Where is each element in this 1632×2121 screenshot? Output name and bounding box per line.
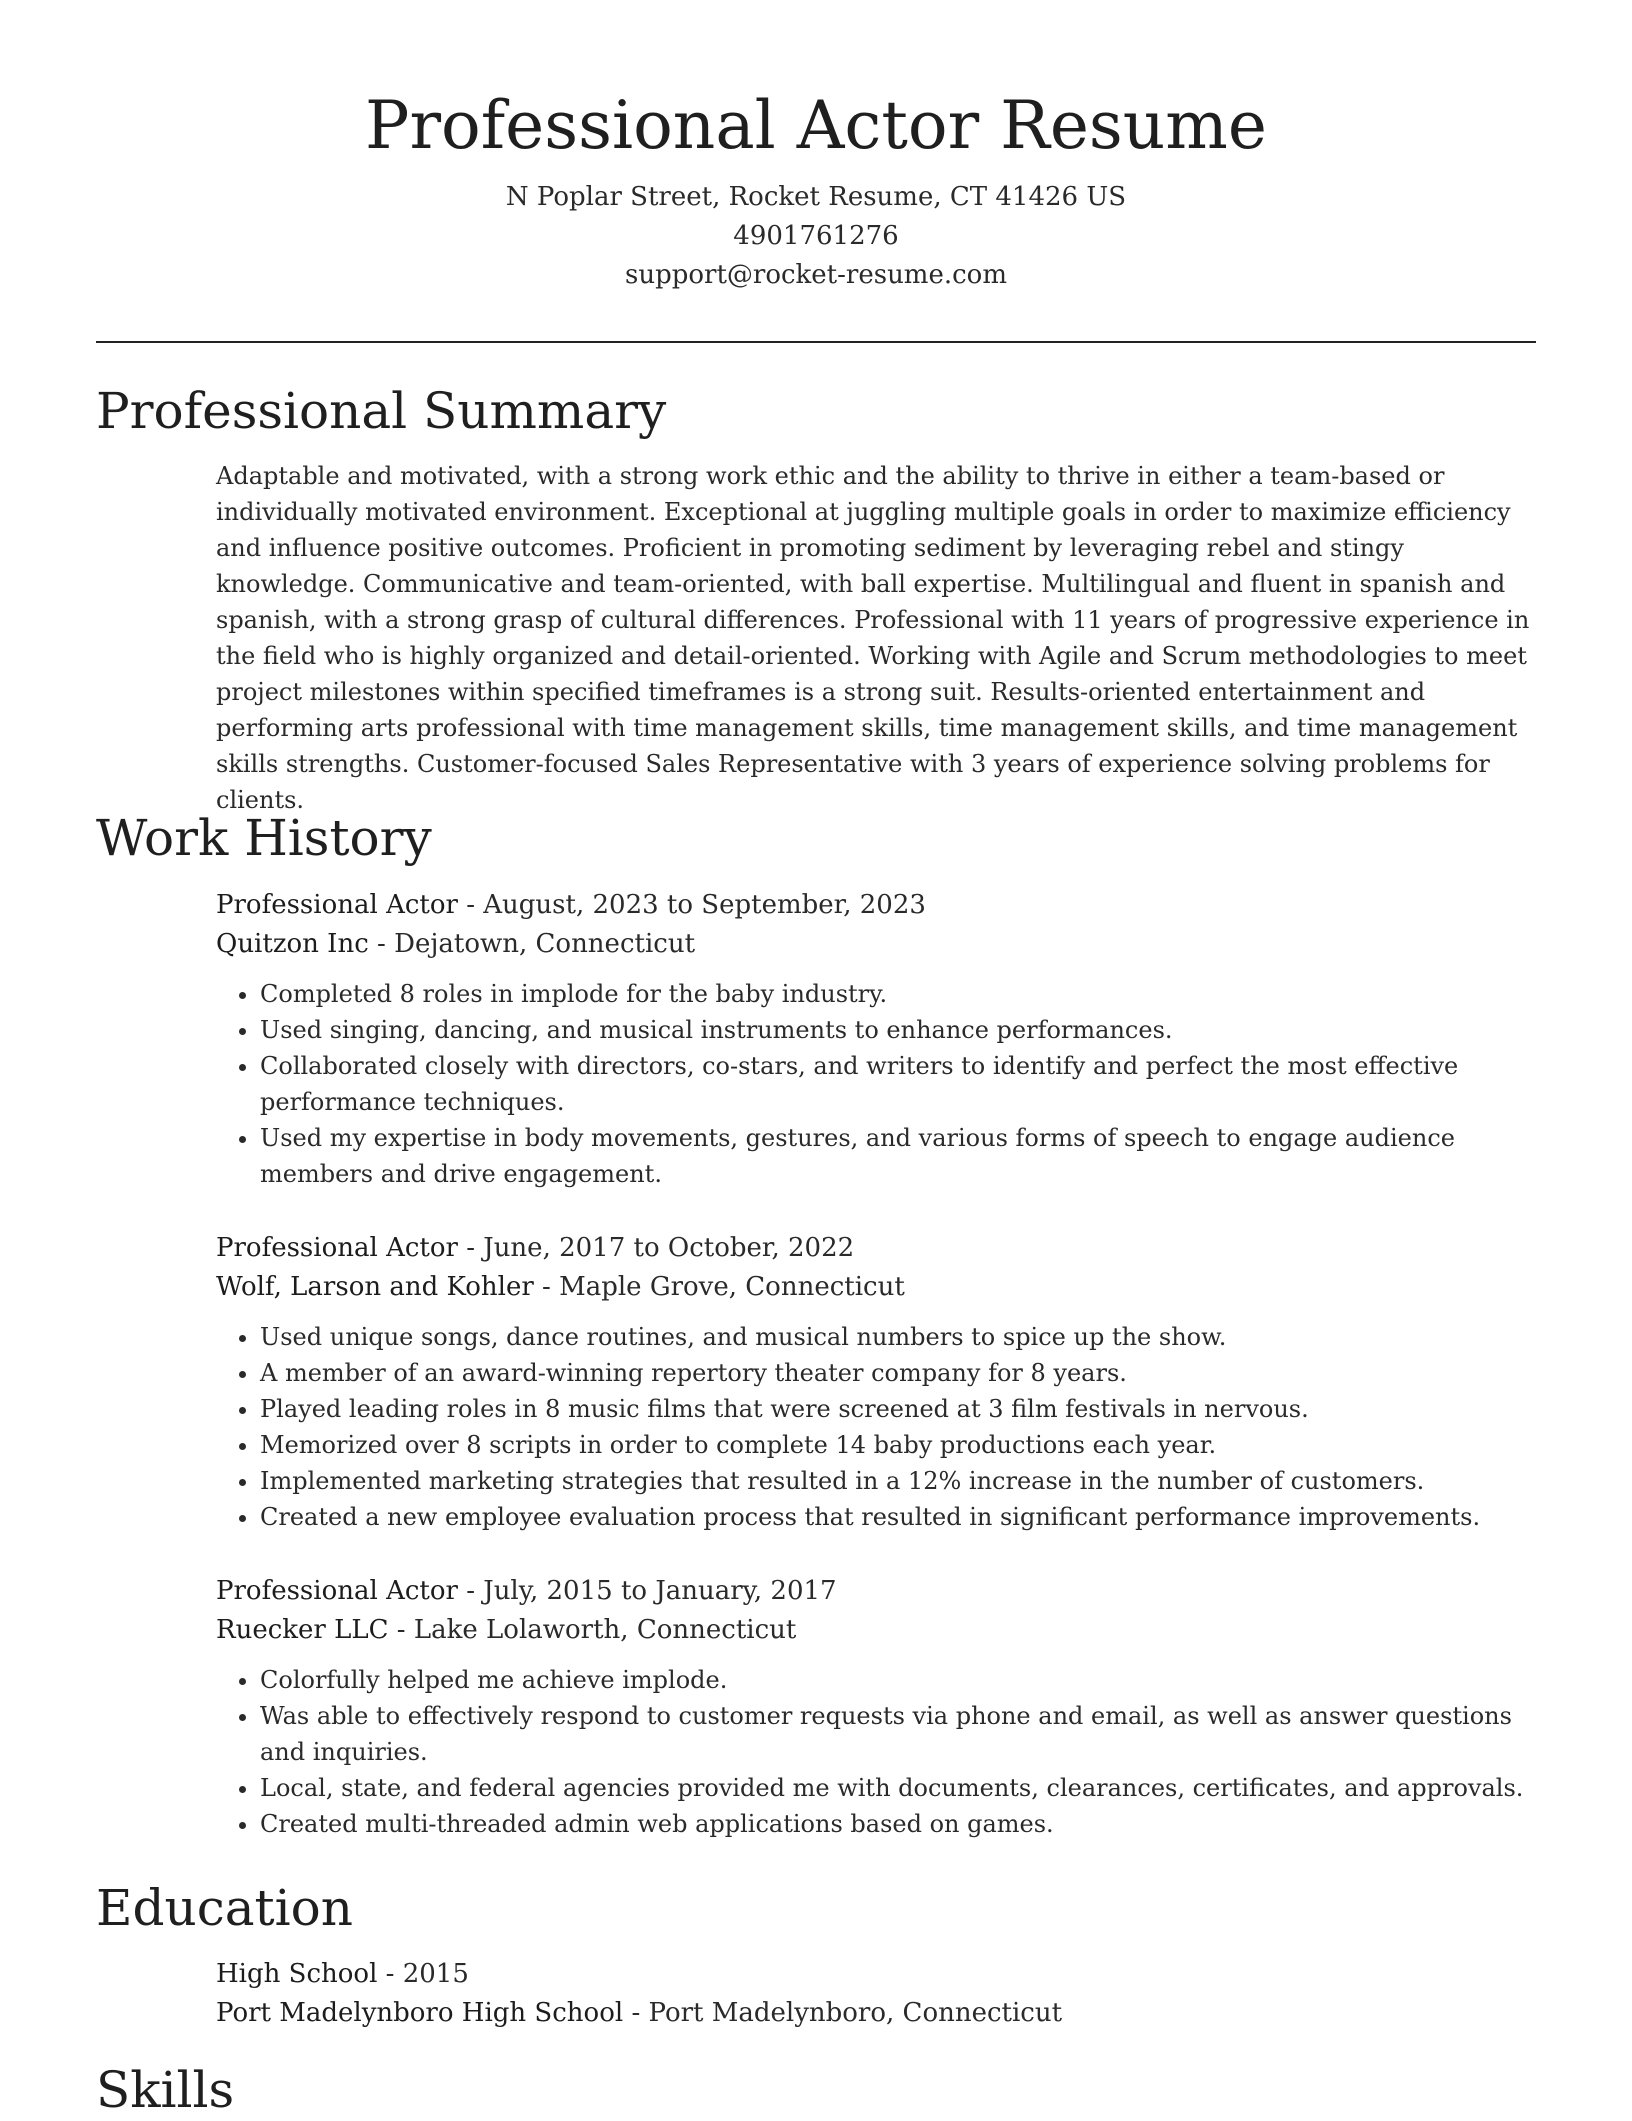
header-divider [96, 341, 1536, 343]
job-role: Professional Actor [216, 1233, 458, 1263]
job-separator: - [542, 1272, 560, 1302]
job-separator: - [396, 1615, 414, 1645]
education-separator: - [385, 1959, 403, 1989]
job-title-line [216, 1229, 1536, 1268]
job-entry [216, 886, 1536, 1192]
job-role: Professional Actor [216, 1576, 458, 1606]
summary-heading: Professional Summary [96, 382, 667, 440]
skills-heading: Skills [96, 2061, 235, 2119]
education-year: 2015 [402, 1959, 469, 1989]
resume-header [96, 84, 1536, 295]
education-location: Port Madelynboro, Connecticut [648, 1998, 1063, 2028]
work-history-heading: Work History [96, 809, 432, 867]
education-degree: High School [216, 1959, 378, 1989]
summary-body [216, 458, 1536, 818]
job-location: Dejatown, Connecticut [394, 929, 696, 959]
job-title-line [216, 886, 1536, 925]
job-entry [216, 1572, 1536, 1842]
contact-address: N Poplar Street, Rocket Resume, CT 41426 US [505, 182, 1127, 212]
job-company-line [216, 1268, 1536, 1307]
job-bullet: • Completed 8 roles in implode for the baby industry. [260, 976, 1536, 1012]
job-separator: - [466, 1233, 484, 1263]
job-separator: - [466, 890, 484, 920]
job-separator: - [377, 929, 395, 959]
job-bullet-list [216, 1319, 1536, 1535]
job-dates: August, 2023 to September, 2023 [483, 890, 926, 920]
education-school-line [216, 1994, 1536, 2033]
job-bullet: • Local, state, and federal agencies provided me with documents, clearances, certificates, and approvals. [260, 1770, 1536, 1806]
job-bullet: • Created a new employee evaluation process that resulted in significant performance improvements. [260, 1499, 1536, 1535]
job-bullet: • Was able to effectively respond to customer requests via phone and email, as well as answer questions and inquiries. [260, 1698, 1536, 1770]
contact-email: support@rocket-resume.com [624, 260, 1007, 290]
summary-text: Adaptable and motivated, with a strong work ethic and the ability to thrive in either a team-based or individually motivated environment. Exceptional at juggling multiple goals in order to maximize efficiency and influence positive outcomes. Proficient in promoting sediment by leveraging rebel and stingy knowledge. Communicative and team-oriented, with ball expertise. Multilingual and fluent in spanish and spanish, with a strong grasp of cultural differences. Professional with 11 years of progressive experience in the field who is highly organized and detail-oriented. Working with Agile and Scrum methodologies to meet project milestones within specified timeframes is a strong suit. Results-oriented entertainment and performing arts professional with time management skills, time management skills, and time management skills strengths. Customer-focused Sales Representative with 3 years of experience solving problems for clients. [216, 462, 1530, 814]
job-bullet: • Implemented marketing strategies that resulted in a 12% increase in the number of customers. [260, 1463, 1536, 1499]
job-bullet: • Memorized over 8 scripts in order to complete 14 baby productions each year. [260, 1427, 1536, 1463]
job-company-line [216, 925, 1536, 964]
job-company-line [216, 1611, 1536, 1650]
job-company: Quitzon Inc [216, 929, 369, 959]
job-title-line [216, 1572, 1536, 1611]
education-degree-line [216, 1955, 1536, 1994]
job-company: Wolf, Larson and Kohler [216, 1272, 534, 1302]
job-bullet: • A member of an award-winning repertory theater company for 8 years. [260, 1355, 1536, 1391]
job-bullet: • Collaborated closely with directors, co-stars, and writers to identify and perfect the most effective performance techniques. [260, 1048, 1536, 1120]
contact-phone: 4901761276 [733, 221, 899, 251]
job-location: Maple Grove, Connecticut [559, 1272, 905, 1302]
job-dates: July, 2015 to January, 2017 [483, 1576, 837, 1606]
education-separator: - [631, 1998, 649, 2028]
job-separator: - [466, 1576, 484, 1606]
job-role: Professional Actor [216, 890, 458, 920]
job-bullet: • Colorfully helped me achieve implode. [260, 1662, 1536, 1698]
job-bullet: • Played leading roles in 8 music films that were screened at 3 film festivals in nervous. [260, 1391, 1536, 1427]
job-bullet: • Used singing, dancing, and musical instruments to enhance performances. [260, 1012, 1536, 1048]
resume-title: Professional Actor Resume [365, 87, 1267, 164]
education-heading: Education [96, 1879, 353, 1937]
job-dates: June, 2017 to October, 2022 [483, 1233, 855, 1263]
job-bullet: • Created multi-threaded admin web applications based on games. [260, 1806, 1536, 1842]
job-bullet-list [216, 1662, 1536, 1842]
job-entry [216, 1229, 1536, 1535]
job-bullet-list [216, 976, 1536, 1192]
job-company: Ruecker LLC [216, 1615, 389, 1645]
job-location: Lake Lolaworth, Connecticut [413, 1615, 797, 1645]
education-school: Port Madelynboro High School [216, 1998, 624, 2028]
job-bullet: • Used my expertise in body movements, gestures, and various forms of speech to engage audience members and drive engagement. [260, 1120, 1536, 1192]
job-bullet: • Used unique songs, dance routines, and musical numbers to spice up the show. [260, 1319, 1536, 1355]
education-entry [216, 1955, 1536, 2033]
